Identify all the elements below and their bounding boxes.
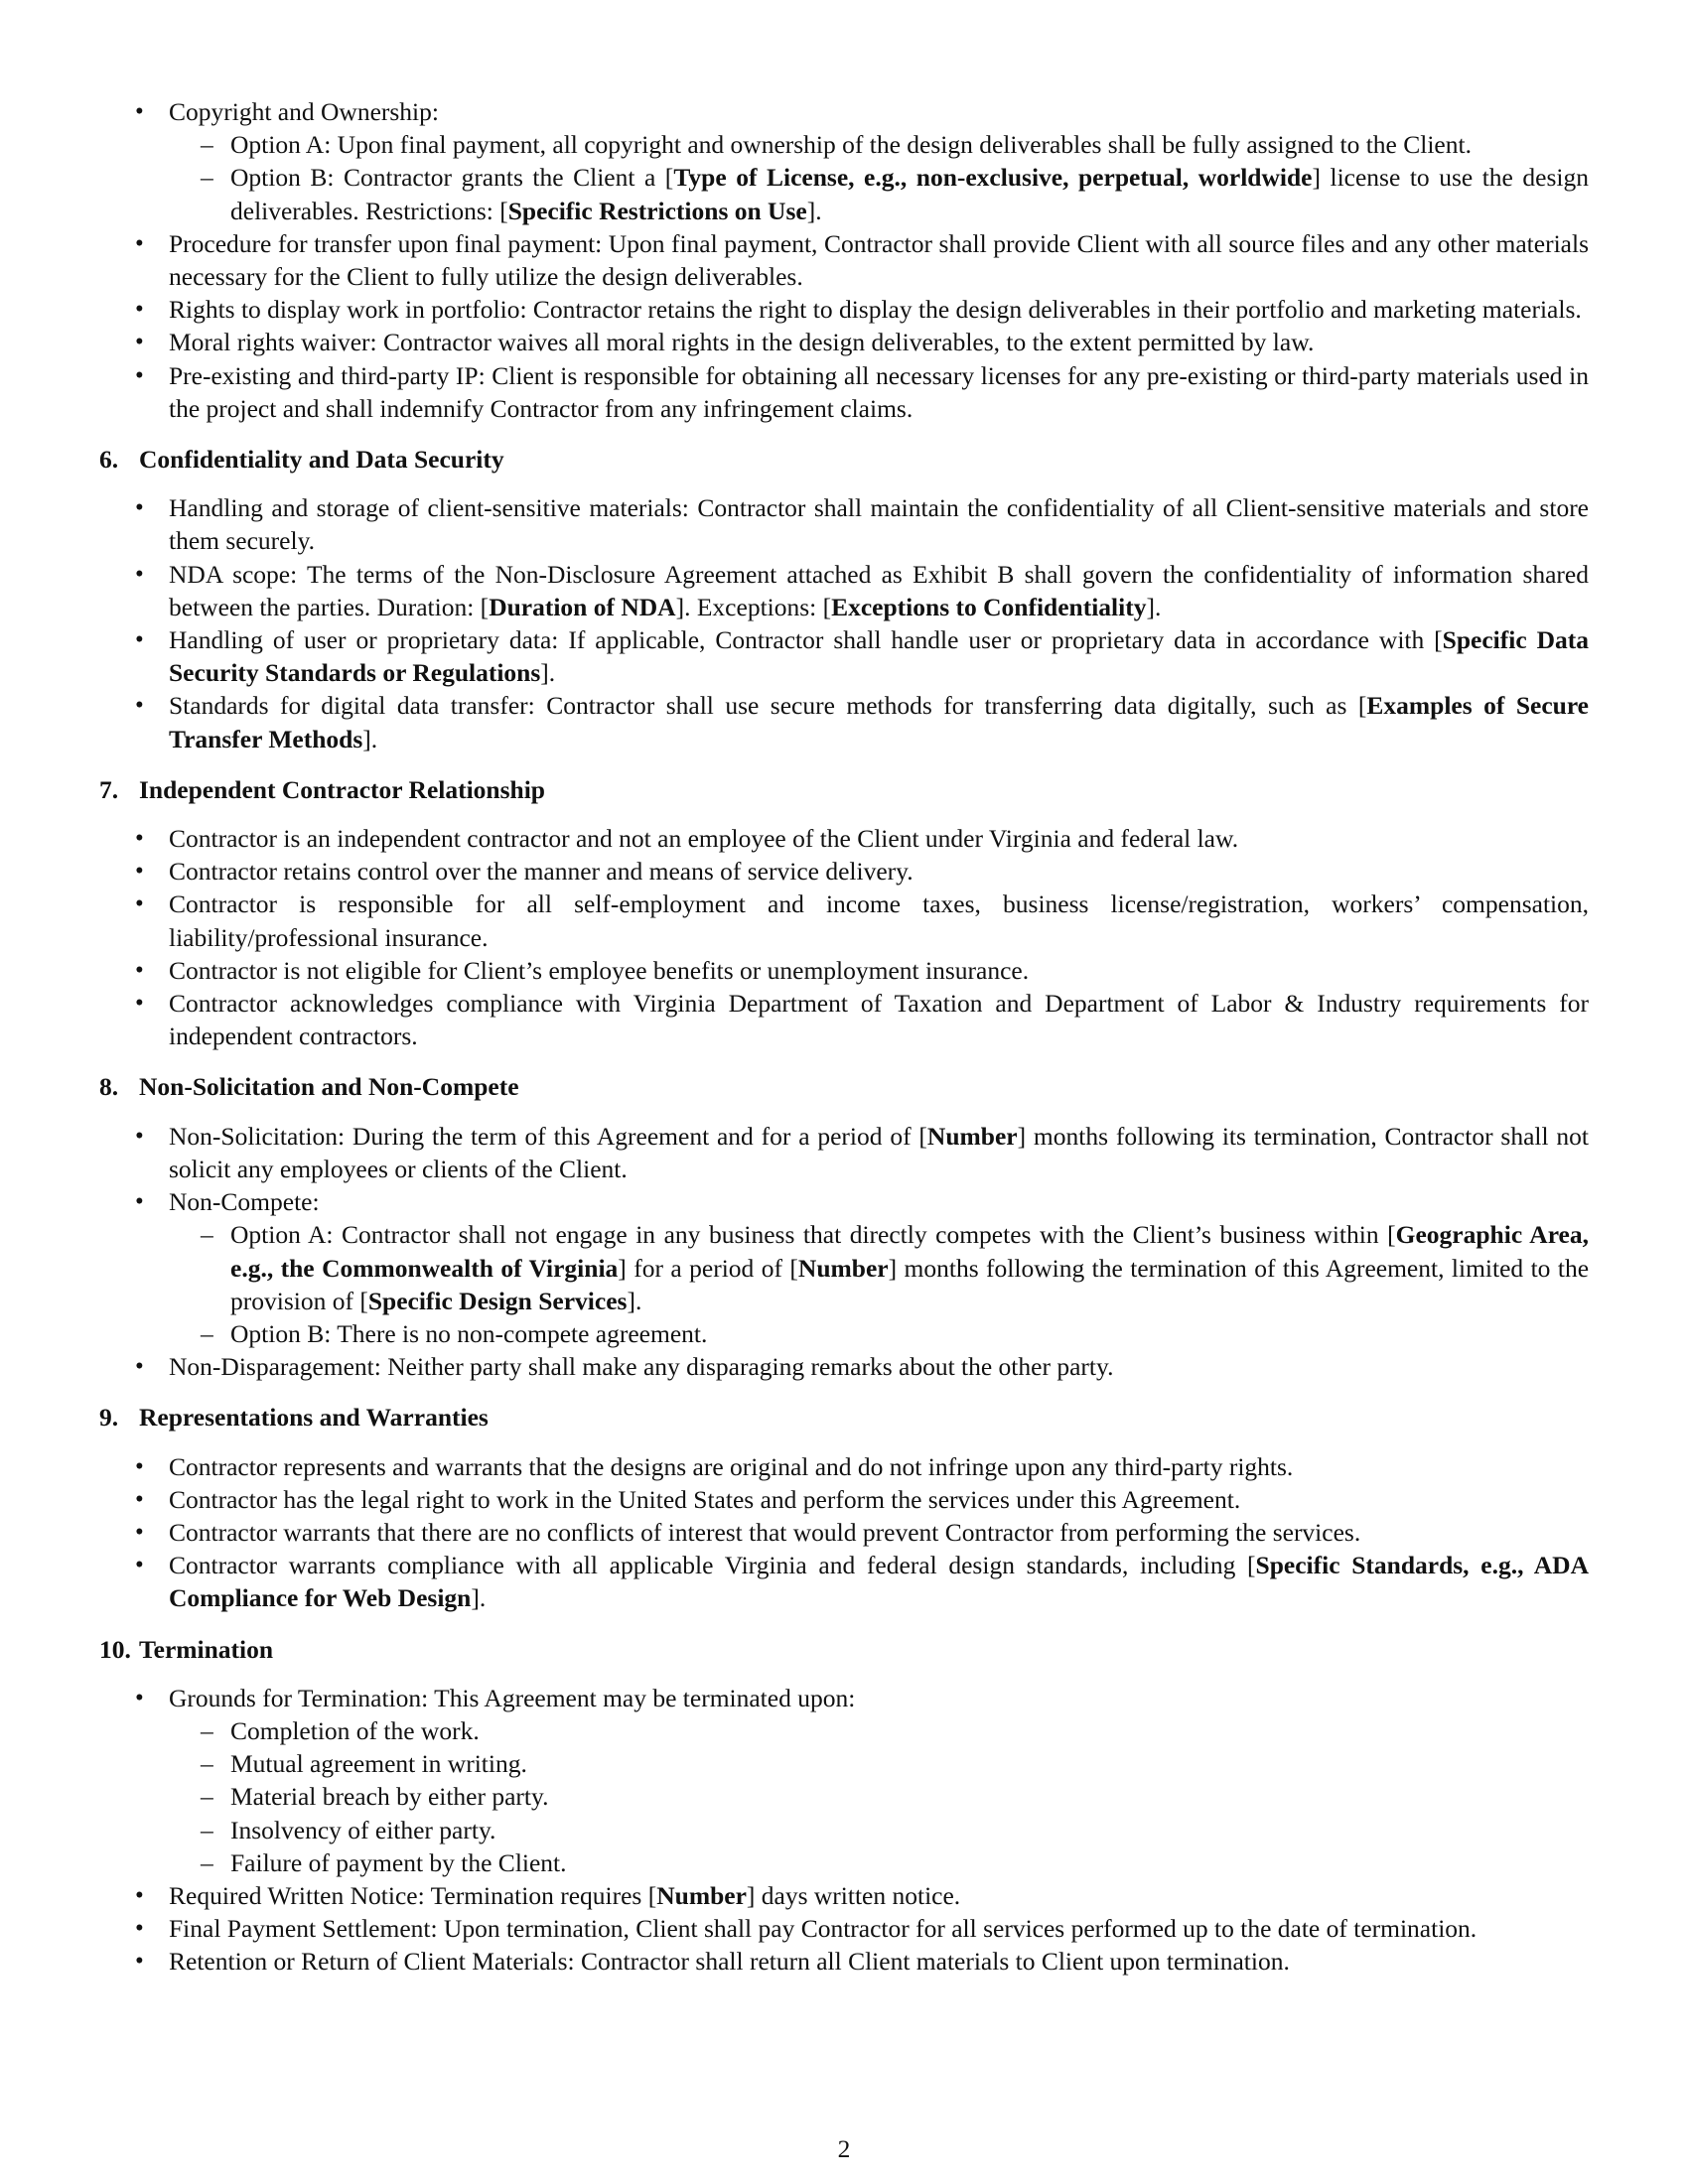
- text: Retention or Return of Client Materials: Contractor shall return all Client materials to Client upon termination.: [169, 1947, 1290, 1977]
- list-item: [99, 227, 1589, 293]
- moral-rights-text: Moral rights waiver: Contractor waives all moral rights in the design deliverables, to the extent permitted by law.: [169, 328, 1315, 357]
- text: ].: [806, 196, 822, 225]
- section-number: 10.: [99, 1634, 131, 1664]
- list-item: [99, 1912, 1589, 1945]
- list-item: [99, 491, 1589, 557]
- page-number: 2: [837, 2134, 851, 2163]
- list-item: [99, 1483, 1589, 1516]
- text: Standards for digital data transfer: Contractor shall use secure methods for transferring data digitally, such as [: [169, 691, 1367, 721]
- text: Option B: Contractor grants the Client a [: [230, 163, 674, 193]
- placeholder-data-standards: Specific Data Security Standards or Regulations: [169, 625, 1589, 688]
- list-item: [169, 1747, 1589, 1780]
- list-item: [169, 1846, 1589, 1879]
- section-number: 9.: [99, 1403, 119, 1433]
- preexisting-ip-text: Pre-existing and third-party IP: Client is responsible for obtaining all necessary licenses for any pre-existing or third-party materials used in the project and shall indemnify Contractor from any infringement claims.: [169, 360, 1589, 423]
- list-item: [99, 1516, 1589, 1549]
- list-item: [169, 1218, 1589, 1317]
- list-item: [99, 359, 1589, 425]
- list-item: [99, 1185, 1589, 1350]
- list-item: [169, 128, 1589, 161]
- text: Handling and storage of client-sensitive materials: Contractor shall maintain the confidentiality of all Client-sensitive materials and store them securely.: [169, 493, 1589, 556]
- copyright-option-a: Option A: Upon final payment, all copyright and ownership of the design deliverables shall be fully assigned to the Client.: [230, 130, 1472, 160]
- list-item: [169, 161, 1589, 226]
- section-8-list: [99, 1120, 1589, 1384]
- noncompete-label: Non-Compete:: [169, 1187, 320, 1217]
- text: Failure of payment by the Client.: [230, 1847, 567, 1877]
- portfolio-text: Rights to display work in portfolio: Contractor retains the right to display the design deliverables in their portfolio and marketing materials.: [169, 295, 1582, 325]
- copyright-label: Copyright and Ownership:: [169, 97, 439, 126]
- list-item: [99, 855, 1589, 887]
- text: Insolvency of either party.: [230, 1815, 496, 1844]
- list-item: [99, 954, 1589, 987]
- list-item: [99, 1879, 1589, 1912]
- text: ]. Exceptions: [: [675, 592, 832, 621]
- text: Contractor represents and warrants that the designs are original and do not infringe upon any third-party rights.: [169, 1451, 1294, 1481]
- grounds-label: Grounds for Termination: This Agreement may be terminated upon:: [169, 1683, 856, 1712]
- text: Completion of the work.: [230, 1715, 480, 1745]
- list-item: [99, 1120, 1589, 1185]
- text: Handling of user or proprietary data: If applicable, Contractor shall handle user or proprietary data in accordance with [: [169, 625, 1443, 655]
- section-number: 8.: [99, 1072, 119, 1102]
- section-number: 6.: [99, 445, 119, 475]
- placeholder-design-services: Specific Design Services: [367, 1286, 628, 1315]
- section-heading: [99, 443, 1589, 476]
- text: Contractor is not eligible for Client’s employee benefits or unemployment insurance.: [169, 955, 1030, 985]
- list-item: [99, 326, 1589, 358]
- placeholder-geographic-area: Geographic Area, e.g., the Commonwealth of Virginia: [230, 1220, 1590, 1283]
- text: Contractor retains control over the manner and means of service delivery.: [169, 857, 914, 887]
- list-item: [169, 1714, 1589, 1747]
- section-heading: [99, 1633, 1589, 1666]
- text: Final Payment Settlement: Upon termination, Client shall pay Contractor for all services performed up to the date of termination.: [169, 1914, 1477, 1944]
- list-item: [99, 822, 1589, 855]
- text: Mutual agreement in writing.: [230, 1749, 527, 1779]
- text: Option A: Contractor shall not engage in any business that directly competes with the Client’s business within [: [230, 1220, 1396, 1250]
- placeholder-number: Number: [656, 1880, 747, 1910]
- text: Non-Disparagement: Neither party shall make any disparaging remarks about the other party.: [169, 1352, 1114, 1382]
- list-item: [99, 887, 1589, 953]
- text: ] months following the termination of this Agreement, limited to the provision of [: [230, 1253, 1590, 1315]
- section-heading: [99, 1070, 1589, 1103]
- section-5-list: [99, 95, 1589, 425]
- section-7-list: [99, 822, 1589, 1052]
- text: ].: [1146, 592, 1162, 621]
- text: Contractor acknowledges compliance with Virginia Department of Taxation and Department of Labor & Industry requirements for independent contractors.: [169, 989, 1589, 1051]
- placeholder-number: Number: [926, 1121, 1018, 1151]
- procedure-text: Procedure for transfer upon final payment: Upon final payment, Contractor shall provide Client with all source files and any other materials necessary for the Client to fully utilize the design deliverables.: [169, 228, 1589, 292]
- text: ] license to use the design deliverables. Restrictions: [: [230, 163, 1589, 225]
- list-item: [99, 1350, 1589, 1383]
- text: Contractor has the legal right to work in the United States and perform the services under this Agreement.: [169, 1484, 1241, 1514]
- text: ] months following its termination, Contractor shall not solicit any employees or clients of the Client.: [169, 1121, 1589, 1183]
- list-item: [99, 1549, 1589, 1614]
- list-item: [99, 95, 1589, 227]
- placeholder-restrictions: Specific Restrictions on Use: [507, 196, 807, 225]
- text: ] days written notice.: [746, 1880, 961, 1910]
- text: Option B: There is no non-compete agreement.: [230, 1318, 708, 1348]
- list-item: [99, 1450, 1589, 1483]
- list-item: [99, 1945, 1589, 1978]
- section-title: Termination: [139, 1634, 274, 1664]
- list-item: [169, 1317, 1589, 1350]
- section-title: Independent Contractor Relationship: [139, 774, 545, 804]
- list-item: [169, 1780, 1589, 1813]
- text: Contractor warrants that there are no conflicts of interest that would prevent Contractor from performing the services.: [169, 1517, 1361, 1547]
- text: Contractor is an independent contractor and not an employee of the Client under Virginia and federal law.: [169, 824, 1239, 854]
- text: Contractor warrants compliance with all applicable Virginia and federal design standards, including [: [169, 1551, 1256, 1580]
- placeholder-exceptions: Exceptions to Confidentiality: [831, 592, 1147, 621]
- text: NDA scope: The terms of the Non-Disclosure Agreement attached as Exhibit B shall govern the confidentiality of information shared between the parties. Duration: [: [169, 559, 1589, 621]
- text: Contractor is responsible for all self-employment and income taxes, business license/registration, workers’ compensation, liability/professional insurance.: [169, 889, 1589, 952]
- text: ].: [540, 658, 556, 688]
- placeholder-license-type: Type of License, e.g., non-exclusive, perpetual, worldwide: [673, 163, 1313, 193]
- placeholder-transfer-methods: Examples of Secure Transfer Methods: [169, 691, 1589, 753]
- list-item: [99, 623, 1589, 689]
- section-9-list: [99, 1450, 1589, 1615]
- text: ].: [627, 1286, 642, 1315]
- list-item: [99, 558, 1589, 623]
- text: ].: [362, 724, 378, 753]
- text: Non-Solicitation: During the term of this Agreement and for a period of [: [169, 1121, 927, 1151]
- section-title: Confidentiality and Data Security: [139, 445, 504, 475]
- text: Required Written Notice: Termination requires [: [169, 1880, 657, 1910]
- text: ].: [471, 1583, 487, 1613]
- list-item: [169, 1814, 1589, 1846]
- section-title: Non-Solicitation and Non-Compete: [139, 1072, 519, 1102]
- section-6-list: [99, 491, 1589, 755]
- noncompete-options: [169, 1218, 1589, 1350]
- placeholder-nda-duration: Duration of NDA: [489, 592, 676, 621]
- document-page: [99, 95, 1589, 1979]
- section-number: 7.: [99, 774, 119, 804]
- grounds-list: [169, 1714, 1589, 1879]
- section-title: Representations and Warranties: [139, 1403, 489, 1433]
- list-item: [99, 1682, 1589, 1879]
- copyright-options: [169, 128, 1589, 227]
- text: ] for a period of [: [618, 1253, 798, 1283]
- list-item: [99, 987, 1589, 1052]
- list-item: [99, 689, 1589, 754]
- list-item: [99, 293, 1589, 326]
- placeholder-number: Number: [797, 1253, 889, 1283]
- section-10-list: [99, 1682, 1589, 1979]
- placeholder-standards: Specific Standards, e.g., ADA Compliance for Web Design: [169, 1551, 1589, 1613]
- text: Material breach by either party.: [230, 1782, 549, 1812]
- section-heading: [99, 773, 1589, 806]
- section-heading: [99, 1401, 1589, 1433]
